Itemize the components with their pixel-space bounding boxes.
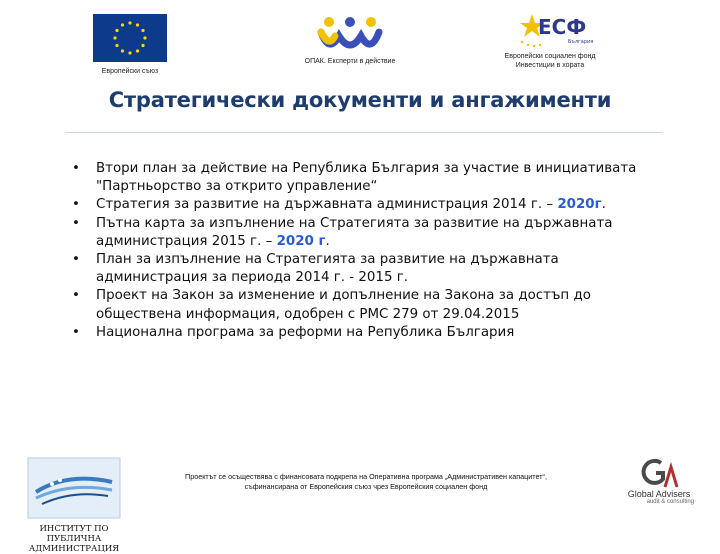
eu-star-icon bbox=[115, 44, 118, 47]
esf-caption-2: Инвестиции в хората bbox=[515, 62, 585, 69]
bullet-text: План за изпълнение на Стратегията за развитие на държавната администрация за периода 2014 г. - 2015 г. bbox=[96, 252, 559, 286]
opak-caption: ОПАК. Експерти в действие bbox=[304, 58, 396, 65]
esf-country: България bbox=[568, 39, 594, 45]
list-item bbox=[72, 251, 672, 287]
ga-name: Global Advisers bbox=[627, 489, 691, 499]
bullet-icon: • bbox=[72, 288, 80, 304]
title-divider bbox=[65, 132, 663, 133]
global-advisers-logo bbox=[618, 457, 700, 505]
esf-logo-icon bbox=[510, 10, 594, 50]
esf-caption-1: Европейски социален фонд bbox=[504, 53, 596, 60]
eu-star-icon bbox=[141, 44, 144, 47]
bullet-text: Проект на Закон за изменение и допълнение на Закона за достъп до обществена информация, одобрен с РМС 279 от 29.04.2015 bbox=[96, 288, 591, 322]
eu-star-icon bbox=[136, 23, 139, 26]
eu-star-icon bbox=[136, 49, 139, 52]
global-advisers-logo-icon bbox=[639, 457, 679, 489]
page-title: Стратегически документи и ангажименти bbox=[108, 88, 612, 112]
esf-logo-text: ЕСФ bbox=[538, 15, 587, 39]
esf-logo bbox=[500, 10, 600, 70]
bullet-text: Втори план за действие на Република България за участие в инициативата "Партньорство за открито управление“ bbox=[96, 161, 637, 195]
ipa-logo bbox=[18, 458, 130, 554]
opak-logo-icon bbox=[315, 14, 385, 56]
eu-star-icon bbox=[121, 23, 124, 26]
ipa-caption-1: ИНСТИТУТ ПО ПУБЛИЧНА bbox=[39, 524, 109, 544]
ipa-caption-2: АДМИНИСТРАЦИЯ bbox=[28, 544, 120, 554]
bullet-icon: • bbox=[72, 215, 80, 231]
eu-flag-icon bbox=[93, 14, 167, 62]
eu-caption: Европейски съюз bbox=[101, 68, 159, 75]
eu-star-icon bbox=[113, 36, 116, 39]
eu-star-icon bbox=[121, 49, 124, 52]
bullet-icon: • bbox=[72, 324, 80, 340]
bullet-list bbox=[72, 160, 672, 342]
eu-logo bbox=[90, 14, 170, 75]
bullet-text: Стратегия за развитие на държавната администрация 2014 г. – bbox=[96, 197, 558, 213]
eu-star-icon bbox=[128, 21, 131, 24]
eu-star-icon bbox=[141, 29, 144, 32]
bullet-highlight: 2020г bbox=[557, 197, 602, 213]
list-item bbox=[72, 287, 672, 323]
ga-sub: audit & consulting bbox=[646, 499, 694, 505]
list-item bbox=[72, 215, 672, 251]
footer-text: Проектът се осъществява с финансовата подкрепа на Оперативна програма „Административен капацитет“, съфинансирана от Европейския съюз чрез Европейския социален фонд bbox=[185, 472, 547, 491]
bullet-icon: • bbox=[72, 161, 80, 176]
bullet-highlight: 2020 г bbox=[276, 233, 326, 249]
list-item bbox=[72, 160, 672, 196]
bullet-icon: • bbox=[72, 252, 80, 268]
bullet-icon: • bbox=[72, 197, 80, 213]
bullet-text: Национална програма за реформи на Република България bbox=[96, 324, 515, 340]
eu-star-icon bbox=[128, 51, 131, 54]
ipa-logo-icon bbox=[28, 458, 120, 518]
bullet-text: Пътна карта за изпълнение на Стратегията за развитие на държавната администрация 2015 г. – bbox=[96, 215, 613, 249]
eu-star-icon bbox=[115, 29, 118, 32]
bullet-after: . bbox=[601, 197, 606, 213]
eu-star-icon bbox=[143, 36, 146, 39]
bullet-after: . bbox=[325, 233, 330, 249]
opak-logo bbox=[290, 14, 410, 65]
list-item bbox=[72, 324, 672, 342]
list-item bbox=[72, 196, 672, 214]
